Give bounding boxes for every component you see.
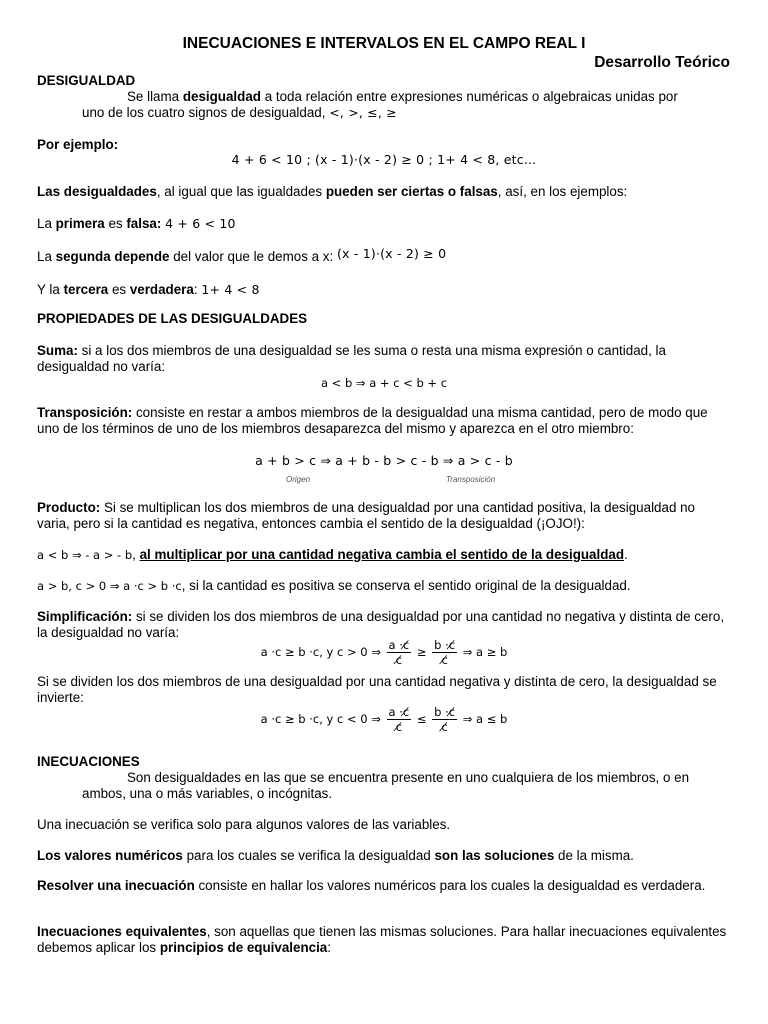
- propiedades-heading: PROPIEDADES DE LAS DESIGUALDADES: [37, 311, 308, 326]
- producto-positivo-formula: a > b, c > 0 ⇒ a ·c > b ·c: [37, 579, 182, 593]
- simplificacion-paragraph: Simplificación: si se dividen los dos miembros de una desigualdad por una cantidad no negativa y distinta de cero, la desigualdad no varía:: [37, 609, 725, 640]
- segunda-formula: (x - 1)·(x - 2) ≥ 0: [336, 246, 447, 261]
- simplificacion-formula-2: a ·c ≥ b ·c, y c < 0 ⇒ $\frac{a \cdot c̸}{c̸}$ ≤ $\frac{b \cdot c̸}{c̸}$ ⇒ a ≤ b: [260, 705, 508, 734]
- simplificacion-negativa-paragraph: Si se dividen los dos miembros de una desigualdad por una cantidad negativa y distinta de cero, la desigualdad se invierte:: [37, 674, 717, 705]
- simplificacion-formula-1: a ·c ≥ b ·c, y c > 0 ⇒ $\frac{a \cdot c̸}{c̸}$ ≥ $\frac{b \cdot c̸}{c̸}$ ⇒ a ≥ b: [260, 638, 508, 667]
- transposicion-label: Transposición: [446, 475, 496, 484]
- inequality-signs: <, >, ≤, ≥: [329, 105, 397, 120]
- producto-paragraph: Producto: Si se multiplican los dos miembros de una desigualdad por una cantidad positiva, la desigualdad no varia, pero si la cantidad es negativa, entonces cambia el sentido de la desigualdad (¡OJO!):: [37, 500, 695, 531]
- producto-positivo-line: a > b, c > 0 ⇒ a ·c > b ·c, si la cantidad es positiva se conserva el sentido original de la desigualdad.: [37, 578, 631, 593]
- inecuaciones-heading: INECUACIONES: [37, 754, 140, 769]
- inecuaciones-p5: Inecuaciones equivalentes, son aquellas que tienen las mismas soluciones. Para hallar inecuaciones equivalentes debemos aplicar los principios de equivalencia:: [37, 924, 727, 955]
- inecuaciones-def-line2: ambos, una o más variables, o incógnitas.: [82, 786, 333, 801]
- transposicion-paragraph: Transposición: consiste en restar a ambos miembros de la desigualdad una misma cantidad, pero de modo que uno de los términos de uno de los miembros desaparezca del mismo y aparezca en el otro miembro:: [37, 405, 708, 436]
- ejemplo-heading: Por ejemplo:: [37, 137, 119, 152]
- ciertas-paragraph: Las desigualdades, al igual que las igualdades pueden ser ciertas o falsas, así, en los ejemplos:: [37, 184, 628, 199]
- desigualdad-def-line2: uno de los cuatro signos de desigualdad, <, >, ≤, ≥: [82, 105, 397, 120]
- suma-paragraph: Suma: si a los dos miembros de una desigualdad se les suma o resta una misma expresión o cantidad, la desigualdad no varía:: [37, 343, 666, 374]
- suma-formula: a < b ⇒ a + c < b + c: [320, 376, 448, 390]
- producto-warning: al multiplicar por una cantidad negativa cambia el sentido de la desigualdad: [139, 547, 625, 562]
- desigualdad-heading: DESIGUALDAD: [37, 73, 136, 88]
- segunda-line: La segunda depende del valor que le demos a x: (x - 1)·(x - 2) ≥ 0: [37, 246, 447, 264]
- producto-negativo-formula: a < b ⇒ - a > - b: [37, 548, 133, 562]
- origen-label: Origen: [286, 475, 311, 484]
- transposicion-formula: a + b > c ⇒ a + b - b > c - b ⇒ a > c - b: [255, 453, 513, 468]
- tercera-formula: 1+ 4 < 8: [201, 282, 260, 297]
- inecuaciones-p2: Una inecuación se verifica solo para algunos valores de las variables.: [37, 817, 451, 832]
- inecuaciones-p3: Los valores numéricos para los cuales se verifica la desigualdad son las soluciones de la misma.: [37, 848, 634, 863]
- ejemplo-formula: 4 + 6 < 10 ; (x - 1)·(x - 2) ≥ 0 ; 1+ 4 < 8, etc...: [231, 152, 537, 167]
- tercera-line: Y la tercera es verdadera: 1+ 4 < 8: [37, 282, 260, 297]
- primera-line: La primera es falsa: 4 + 6 < 10: [37, 216, 236, 231]
- inecuaciones-p4: Resolver una inecuación consiste en hallar los valores numéricos para los cuales la desigualdad es verdadera.: [37, 878, 706, 893]
- primera-formula: 4 + 6 < 10: [165, 216, 236, 231]
- desigualdad-def-line1: Se llama desigualdad a toda relación entre expresiones numéricas o algebraicas unidas por: [127, 89, 678, 104]
- producto-negativo-line: a < b ⇒ - a > - b, al multiplicar por una cantidad negativa cambia el sentido de la desigualdad.: [37, 547, 628, 562]
- document-subtitle: Desarrollo Teórico: [594, 54, 730, 71]
- inecuaciones-def-line1: Son desigualdades en las que se encuentra presente en uno cualquiera de los miembros, o en: [127, 770, 690, 785]
- document-title: INECUACIONES E INTERVALOS EN EL CAMPO REAL I: [182, 35, 586, 52]
